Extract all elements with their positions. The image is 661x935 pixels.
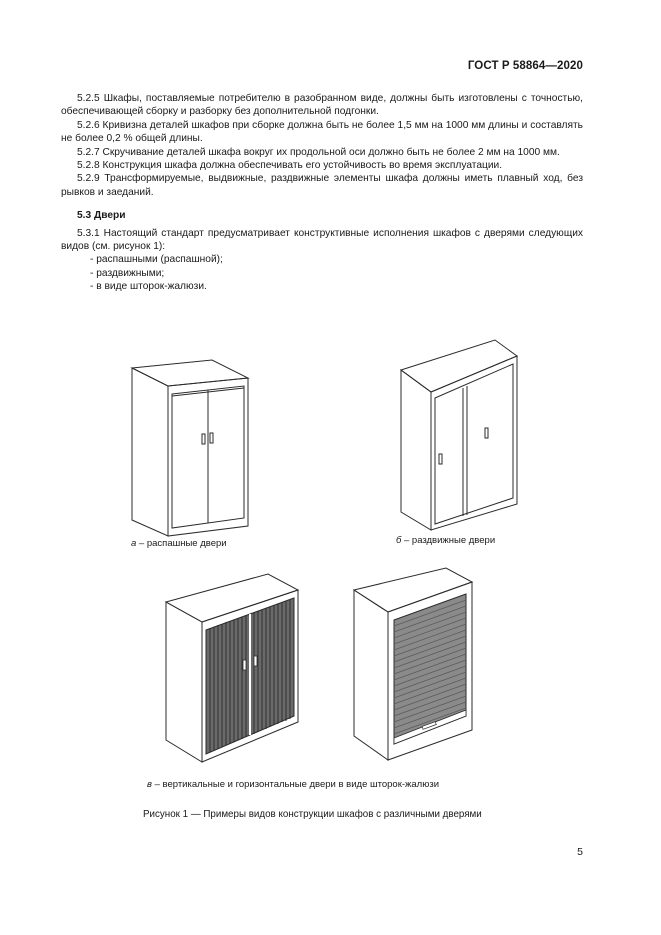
cabinet-sliding-doors-illustration: [397, 336, 521, 532]
clause-5-2-9: 5.2.9 Трансформируемые, выдвижные, раздвижные элементы шкафа должны иметь плавный ход, без рывков и заеданий.: [61, 173, 583, 198]
clause-5-2-7: 5.2.7 Скручивание деталей шкафа вокруг их продольной оси должно быть не более 2 мм на 1000 мм.: [77, 146, 560, 158]
body-text: [61, 92, 583, 294]
cabinet-hinged-doors-illustration: [128, 358, 252, 538]
figure-title: Рисунок 1 — Примеры видов конструкции шкафов с различными дверями: [143, 809, 482, 820]
caption-c-text: – вертикальные и горизонтальные двери в виде шторок-жалюзи: [151, 779, 440, 790]
cabinet-vertical-shutter-illustration: [162, 572, 302, 764]
caption-b: [396, 535, 495, 546]
caption-c-letter: в: [147, 779, 152, 790]
caption-a-letter: а: [131, 538, 137, 549]
caption-c: [147, 779, 439, 790]
caption-a-text: – распашные двери: [136, 538, 227, 549]
list-item-shutter: - в виде шторок-жалюзи.: [90, 281, 207, 293]
clause-5-2-6: 5.2.6 Кривизна деталей шкафов при сборке должна быть не более 1,5 мм на 1000 мм длины и составлять не более 0,2 % общей длины.: [61, 119, 583, 145]
page-number: 5: [577, 846, 583, 858]
caption-a: [131, 538, 227, 549]
clause-5-3-1: 5.3.1 Настоящий стандарт предусматривает конструктивные исполнения шкафов с дверями следующих видов (см. рисунок 1):: [61, 227, 583, 253]
clause-5-2-8: 5.2.8 Конструкция шкафа должна обеспечивать его устойчивость во время эксплуатации.: [77, 160, 503, 172]
standard-number-header: ГОСТ Р 58864—2020: [467, 60, 583, 72]
caption-b-text: – раздвижные двери: [401, 535, 496, 546]
clause-5-2-5: 5.2.5 Шкафы, поставляемые потребителю в разобранном виде, должны быть изготовлены с точностью, обеспечивающей сборку и разборку без дополнительной подгонки.: [61, 93, 583, 118]
list-item-hinged: - распашными (распашной);: [90, 254, 223, 266]
caption-b-letter: б: [396, 535, 402, 546]
section-title-doors: 5.3 Двери: [77, 210, 126, 222]
list-item-sliding: - раздвижными;: [90, 267, 165, 279]
cabinet-horizontal-shutter-illustration: [350, 566, 476, 762]
